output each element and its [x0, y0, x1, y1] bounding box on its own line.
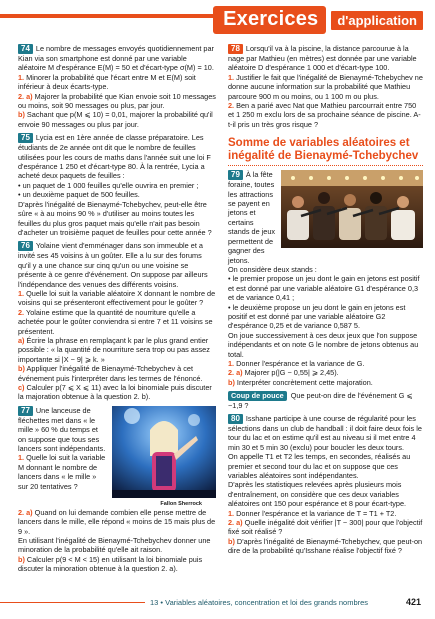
- question-text: Calculer p(9 < M < 15) en utilisant la loi binomiale puis discuter la minoration obtenue à la question 2. a).: [18, 554, 203, 574]
- bullet: • le premier propose un jeu dont le gain en jetons est positif et est donné par une variable aléatoire G1 d'espérance 0,3 et de variance 0,41 ;: [228, 274, 420, 303]
- question-text: Écrire la phrase en remplaçant k par le plus grand entier possible : « la quantité de nourriture sera trop ou pas assez importante si |X − 9| ⩾ k. »: [18, 335, 210, 364]
- question-text: Calculer p(7 ⩽ X ⩽ 11) avec la loi binomiale puis discuter la majoration obtenue à la question 2. b).: [18, 383, 212, 402]
- exercise-number: 75: [18, 133, 33, 143]
- left-column: [18, 44, 216, 578]
- question-number: b): [228, 377, 235, 387]
- question-number: 1.: [228, 508, 235, 518]
- question-number: 1.: [228, 358, 235, 368]
- exercise-number: 77: [18, 406, 33, 416]
- header-title: [213, 6, 425, 34]
- question-number: 2.: [18, 307, 25, 317]
- question-number: 2. a): [18, 91, 33, 101]
- question-number: 1.: [18, 72, 25, 82]
- exercise-number: 78: [228, 44, 243, 54]
- exercise-76: [18, 241, 216, 402]
- exercise-text: Lycia est en 1ère année de classe préparatoire. Les étudiants de 2e année ont dit que le nombre de feuilles utilisées pour les cours de maths dans l'année suit une loi F d'espérance 1 250 et d'écart-type 80. À la rentrée, Lycia a acheté deux paquets de feuilles :: [18, 133, 211, 181]
- question-text: Donner l'espérance et la variance de T = T1 + T2.: [236, 508, 397, 518]
- exercise-text: Isshane participe à une course de régularité pour les sélections dans un club de handball : il doit faire deux fois le tour du lac et on estime qu'il est au niveau si il met entre 4 min 30 et 5 min 30 (exclu) pour boucler les deux tours.: [228, 414, 422, 452]
- question-number: b): [228, 536, 235, 546]
- right-column: [228, 44, 423, 560]
- question-text: Majorer p(|G − 0,55| ⩾ 2,45).: [244, 368, 339, 378]
- fairground-photo: [281, 170, 423, 248]
- hint-badge: Coup de pouce: [228, 391, 287, 400]
- exercise-text: Yolaine vient d'emménager dans son immeuble et a invité ses 45 voisins à un goûter. Elle a lu sur des forums qu'il y a une chance sur cinq qu'un ou une voisine se présente à ce genre d'événement. On suppose par ailleurs l'indépendance des venues des différents voisins.: [18, 241, 208, 289]
- fairground-image: [281, 170, 423, 248]
- question-text: Quelle loi suit la variable aléatoire X donnant le nombre de voisins qui se présenteront effectivement pour le goûter ?: [18, 288, 216, 308]
- header-exercices: Exercices: [213, 6, 326, 34]
- exercise-text: On considère deux stands :: [228, 264, 317, 274]
- question-text: D'après l'inégalité de Bienaymé-Tchebychev, que peut-on dire de la probabilité qu'Isshane réalise l'objectif fixé ?: [228, 536, 423, 556]
- page-header: [0, 0, 435, 36]
- question-number: 1.: [18, 453, 25, 463]
- question-number: 2. a): [228, 368, 243, 378]
- question-number: 1.: [18, 288, 25, 298]
- question-text: Interpréter concrètement cette majoration.: [236, 377, 373, 387]
- question-text: Justifier le fait que l'inégalité de Bienaymé-Tchebychev ne donne aucune information sur la probabilité que Mathieu parcoure 900 m ou moins, ou 1 100 m ou plus.: [228, 72, 423, 101]
- exercise-80: [228, 414, 423, 556]
- question-text: Donner l'espérance et la variance de G.: [236, 358, 365, 368]
- question-text: Sachant que p(M ⩽ 10) = 0,01, majorer la probabilité qu'il envoie 90 messages ou plus par jour.: [18, 110, 213, 129]
- photo-caption: Fallon Sherrock: [160, 501, 202, 508]
- header-application: d'application: [329, 9, 425, 32]
- bullet: • le deuxième propose un jeu dont le gain en jetons est positif et est donné par une variable aléatoire G2 d'espérance 0,25 et de variance 0,587 5.: [228, 302, 406, 331]
- question-number: b): [18, 554, 25, 564]
- hint-text: Que peut-on dire de l'événement G ⩽ −1,9 ?: [228, 391, 413, 410]
- exercise-text: D'après les statistiques relevées après plusieurs mois d'entraînement, on considère que ces deux variables aléatoires ont 150 pour espérance et 8 pour écart-type.: [228, 480, 407, 509]
- question-text: Quand on lui demande combien elle pense mettre de lancers dans le mille, elle répond « moins de 15 mais plus de 9 ».: [18, 507, 216, 536]
- exercise-text: On appelle T1 et T2 les temps, en secondes, réalisés au premier et second tour du lac et on suppose que ces variables aléatoires sont indépendantes.: [228, 452, 411, 481]
- exercise-text: D'après l'inégalité de Bienaymé-Tchebychev, peut-elle être sûre « à au moins 90 % » d'utiliser au moins toutes les feuilles du plus gros paquet mais qu'elle n'ait pas besoin d'acheter un troisième paquet de feuilles pour cette année ?: [18, 199, 212, 237]
- dart-player-image: [112, 406, 216, 498]
- chapter-title: Variables aléatoires, concentration et loi des grands nombres: [165, 598, 369, 607]
- question-text: Minorer la probabilité que l'écart entre M et E(M) soit inférieur à deux écarts-type.: [18, 72, 196, 92]
- exercise-74: [18, 44, 216, 129]
- exercise-text: En utilisant l'inégalité de Bienaymé-Tchebychev donner une minoration de la probabilité qu'elle ait raison.: [18, 536, 211, 555]
- exercise-77: [18, 406, 216, 574]
- question-number: a): [18, 335, 25, 345]
- question-number: 2.: [228, 101, 235, 111]
- question-text: Majorer la probabilité que Kian envoie soit 10 messages ou moins, soit 90 messages ou plus, par jour.: [18, 91, 216, 111]
- exercise-text: Une lanceuse de fléchettes met dans « le mille » 60 % du temps et on suppose que tous ses lancers sont indépendants.: [18, 405, 106, 454]
- question-number: c): [18, 383, 25, 392]
- footer-chapter: 13 • Variables aléatoires, concentration et loi des grands nombres: [150, 598, 369, 607]
- exercise-text: On joue successivement à ces deux jeux que l'on suppose indépendants et on note G le nombre de jetons obtenus au total.: [228, 330, 419, 359]
- bullet: • un deuxième paquet de 500 feuilles.: [18, 190, 140, 200]
- question-text: Quelle inégalité doit vérifier |T − 300| pour que l'objectif fixé soit réalisé ?: [228, 518, 423, 537]
- question-text: Yolaine estime que la quantité de nourriture qu'elle a achetée pour le goûter conviendra si entre 7 et 11 voisins se présentent.: [18, 307, 213, 336]
- question-text: Quelle loi suit la variable M donnant le nombre de lancers dans « le mille » sur 20 tentatives ?: [18, 453, 106, 491]
- chapter-number: 13: [150, 598, 159, 607]
- exercise-78: [228, 44, 423, 129]
- page-number: 421: [405, 597, 421, 607]
- exercise-number: 76: [18, 241, 33, 251]
- exercise-text: Le nombre de messages envoyés quotidiennement par Kian via son smartphone est donné par une variable aléatoire M d'espérance E(M) = 50 et d'écart-type σ(M) = 10.: [18, 44, 214, 73]
- exercise-number: 80: [228, 414, 243, 424]
- bullet: • un paquet de 1 000 feuilles qu'elle ouvrira en premier ;: [18, 180, 199, 190]
- question-number: 2. a): [228, 518, 243, 528]
- exercise-text: À la fête foraine, toutes les attractions se payent en jetons et certains stands de jeux permettent de gagner des jetons.: [228, 170, 276, 265]
- exercise-number: 79: [228, 170, 243, 180]
- page-footer: [0, 598, 435, 612]
- question-number: b): [18, 110, 25, 120]
- question-number: 1.: [228, 72, 235, 82]
- dart-player-photo: [112, 406, 216, 506]
- exercise-number: 74: [18, 44, 33, 54]
- exercise-75: [18, 133, 216, 237]
- footer-rule: [0, 602, 145, 603]
- exercise-text: Lorsqu'il va à la piscine, la distance parcourue à la nage par Mathieu (en mètres) est donnée par une variable aléatoire D d'espérance 1 000 et d'écart-type 100.: [228, 44, 417, 73]
- question-number: 2. a): [18, 507, 33, 517]
- section-title: Somme de variables aléatoires et inégalité de Bienaymé-Tchebychev: [228, 137, 423, 166]
- exercise-79: [228, 170, 423, 410]
- question-text: Ben a parié avec Nat que Mathieu parcourrait entre 750 et 1 250 m exclu lors de sa prochaine séance de piscine. A-t-il pris un très gros risque ?: [228, 101, 421, 129]
- question-number: b): [18, 364, 25, 374]
- question-text: Appliquer l'inégalité de Bienaymé-Tchebychev à cet événement puis l'interpréter dans les termes de l'énoncé.: [18, 364, 203, 383]
